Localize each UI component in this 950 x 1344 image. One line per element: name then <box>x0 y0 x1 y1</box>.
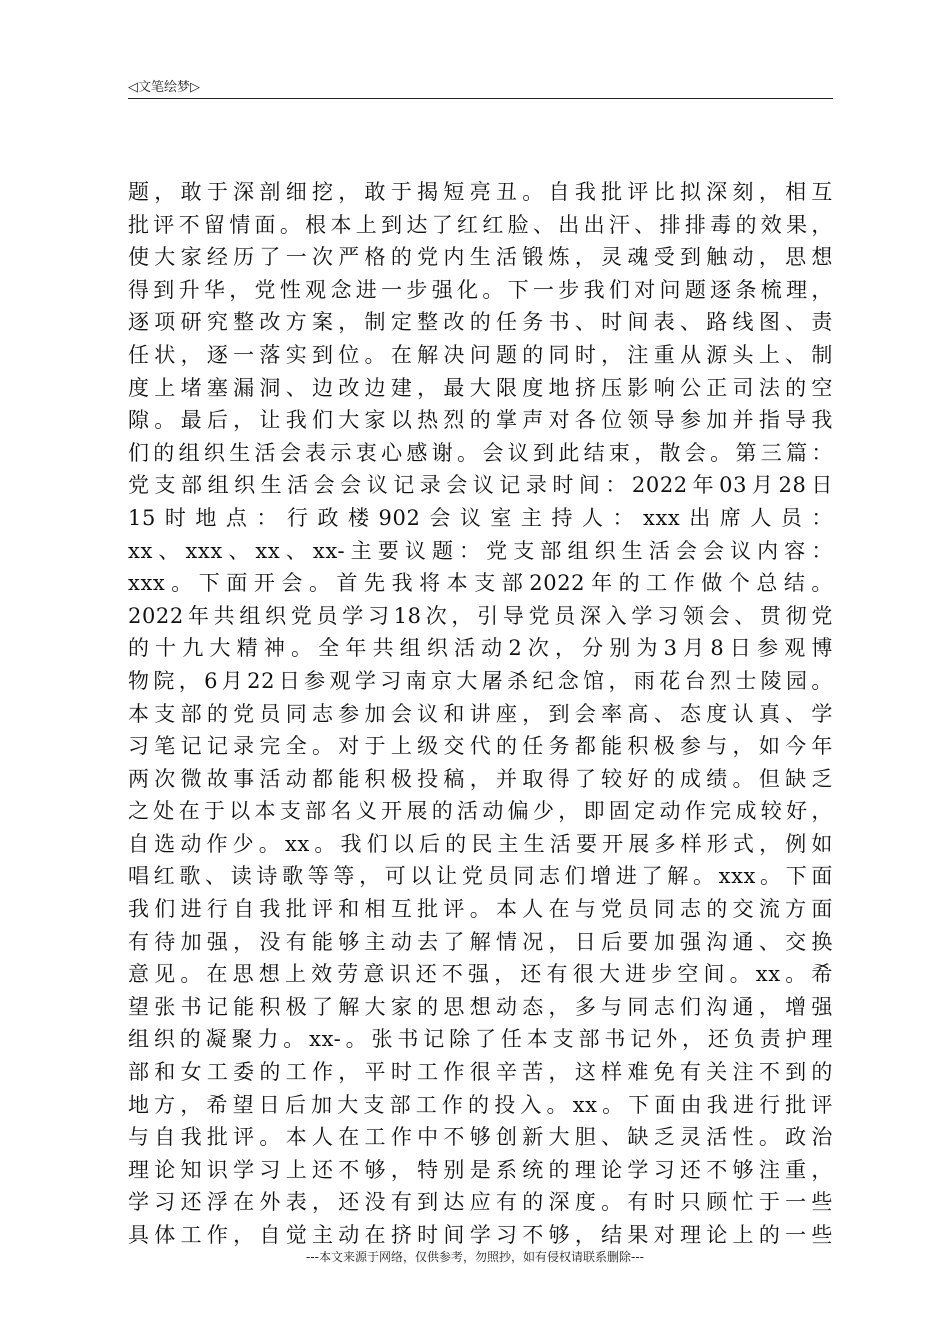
body-line: 15时地点：行政楼902会议室主持人：xxx出席人员： <box>128 505 833 530</box>
body-line: 理论知识学习上还不够，特别是系统的理论学习还不够注重， <box>128 1157 833 1182</box>
body-line: 有待加强，没有能够主动去了解情况，日后要加强沟通、交换 <box>128 929 833 954</box>
body-line: 与自我批评。本人在工作中不够创新大胆、缺乏灵活性。政治 <box>128 1125 833 1150</box>
body-line: 地方，希望日后加大支部工作的投入。xx。下面由我进行批评 <box>128 1092 833 1117</box>
body-line: 组织的凝聚力。xx-。张书记除了任本支部书记外，还负责护理 <box>128 1027 833 1052</box>
body-line: xxx。下面开会。首先我将本支部2022年的工作做个总结。 <box>128 571 833 596</box>
header-title: ◁文笔绘梦▷ <box>128 80 200 95</box>
body-line: 我们进行自我批评和相互批评。本人在与党员同志的交流方面 <box>128 897 833 922</box>
body-line: 唱红歌、读诗歌等等，可以让党员同志们增进了解。xxx。下面 <box>128 864 833 889</box>
body-line: 两次微故事活动都能积极投稿，并取得了较好的成绩。但缺乏 <box>128 766 833 791</box>
body-line: 物院，6月22日参观学习南京大屠杀纪念馆，雨花台烈士陵园。 <box>128 668 833 693</box>
body-line: 2022年共组织党员学习18次，引导党员深入学习领会、贯彻党 <box>128 603 833 628</box>
body-line: xx、xxx、xx、xx-主要议题：党支部组织生活会会议内容： <box>128 538 833 563</box>
body-line: 习笔记记录完全。对于上级交代的任务都能积极参与，如今年 <box>128 734 833 759</box>
body-line: 意见。在思想上效劳意识还不强，还有很大进步空间。xx。希 <box>128 962 833 987</box>
body-line: 具体工作，自觉主动在挤时间学习不够，结果对理论上的一些 <box>128 1223 833 1247</box>
body-line: 隙。最后，让我们大家以热烈的掌声对各位领导参加并指导我 <box>128 408 833 433</box>
body-line: 们的组织生活会表示衷心感谢。会议到此结束，散会。第三篇： <box>128 440 833 465</box>
document-body <box>128 176 833 1252</box>
body-line: 自选动作少。xx。我们以后的民主生活要开展多样形式，例如 <box>128 831 833 856</box>
body-line: 本支部的党员同志参加会议和讲座，到会率高、态度认真、学 <box>128 701 833 726</box>
body-line: 度上堵塞漏洞、边改边建，最大限度地挤压影响公正司法的空 <box>128 375 833 400</box>
body-line: 任状，逐一落实到位。在解决问题的同时，注重从源头上、制 <box>128 342 833 367</box>
body-line: 部和女工委的工作，平时工作很辛苦，这样难免有关注不到的 <box>128 1060 833 1085</box>
body-line: 党支部组织生活会会议记录会议记录时间：2022年03月28日 <box>128 473 833 498</box>
body-line: 之处在于以本支部名义开展的活动偏少，即固定动作完成较好， <box>128 799 833 824</box>
body-line: 的十九大精神。全年共组织活动2次，分别为3月8日参观博 <box>128 636 833 661</box>
body-line: 望张书记能积极了解大家的思想动态，多与同志们沟通，增强 <box>128 994 833 1019</box>
body-line: 学习还浮在外表，还没有到达应有的深度。有时只顾忙于一些 <box>128 1190 833 1215</box>
body-line: 逐项研究整改方案，制定整改的任务书、时间表、路线图、责 <box>128 310 833 335</box>
page-footer: ---本文来源于网络，仅供参考，勿照抄，如有侵权请联系删除--- <box>306 1250 644 1264</box>
body-line: 使大家经历了一次严格的党内生活锻炼，灵魂受到触动，思想 <box>128 245 833 270</box>
body-line: 批评不留情面。根本上到达了红红脸、出出汗、排排毒的效果， <box>128 212 833 237</box>
page-header <box>128 74 833 99</box>
body-line: 得到升华，党性观念进一步强化。下一步我们对问题逐条梳理， <box>128 277 833 302</box>
body-line: 题，敢于深剖细挖，敢于揭短亮丑。自我批评比拟深刻，相互 <box>128 180 833 204</box>
